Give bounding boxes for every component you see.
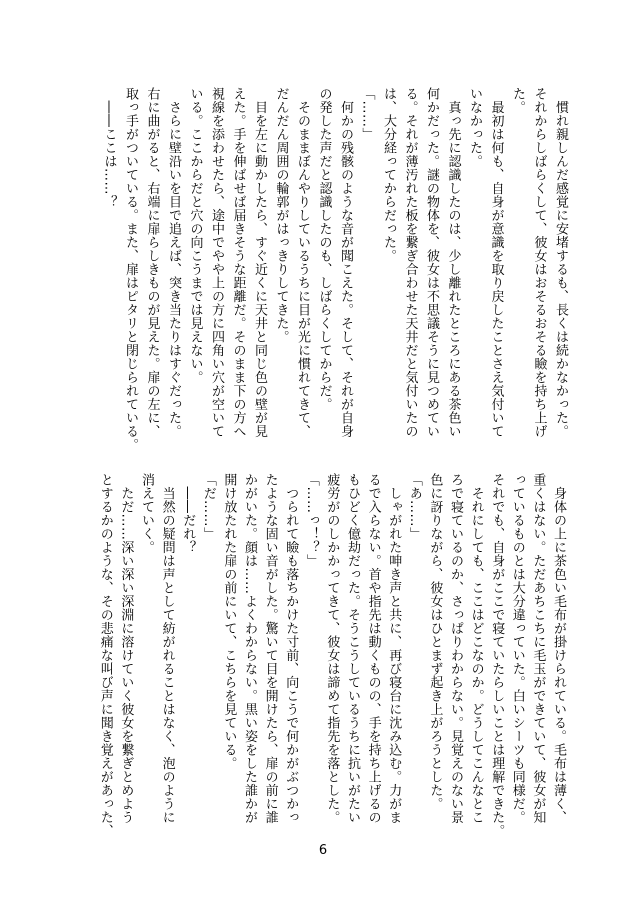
- text-line: 開け放たれた扉の前にいて、こちらを見ている。: [221, 473, 237, 770]
- text-line: 何かの残骸のような音が聞こえた。そして、それが自身: [338, 87, 353, 438]
- text-line: 「あ……」: [406, 473, 422, 541]
- text-line: 「だ……」: [200, 473, 216, 541]
- text-line: 重くはない。ただあちこちに毛玉ができていて、彼女が知: [530, 473, 546, 824]
- text-line: っているものとは大分違っていた。白いシーツも同様だ。: [509, 473, 525, 824]
- text-line: 「……」: [359, 87, 375, 141]
- text-line: かがいた。顔は……よくわからない。黒い姿をした誰かが: [242, 473, 257, 824]
- text-line: るで入らない。首や指先は動くものの、手を持ち上げるの: [365, 473, 381, 824]
- text-line: 右に曲がると、右端に扉らしきものが見えた。扉の左に、: [144, 87, 160, 438]
- text-line: 何かだった。謎の物体を、彼女は不思議そうに見つめてい: [424, 87, 439, 438]
- text-line: 目を左に動かしたら、すぐ近くに天井と同じ色の壁が見: [252, 87, 267, 438]
- text-line: ろで寝ているのか、さっぱりわからない。見覚えのない景: [448, 473, 463, 824]
- text-line: 慣れ親しんだ感覚に安堵するも、長くは続かなかった。: [553, 87, 568, 438]
- text-line: 視線を添わせたら、途中でやや上の方に四角い穴が空いて: [209, 87, 224, 438]
- text-line: の発した声だと認識したのも、しばらくしてからだ。: [316, 87, 332, 411]
- text-line: それにしても、ここはどこなのか。どうしてこんなとこ: [468, 473, 484, 824]
- text-line: とするかのような、その悲痛な叫び声に聞き覚えがあった、: [97, 473, 113, 838]
- text-line: た。: [510, 87, 525, 114]
- text-line: それでも、自身がここで寝ていたらしいことは理解できた。: [489, 473, 505, 838]
- text-line: 色に訝りながら、彼女はひとまず起き上がろうとした。: [427, 473, 443, 811]
- text-line: えた。手を伸ばせば届きそうな距離だ。そのまま下の方へ: [230, 87, 246, 438]
- text-line: 疲労がのしかかってきて、彼女は諦めて指先を落とした。: [324, 473, 340, 824]
- text-line: 最初は何も、自身が意識を取り戻したことさえ気付いて: [488, 87, 504, 438]
- text-line: だんだん周囲の輪郭がはっきりしてきた。: [273, 87, 289, 344]
- text-line: 「……っ！？」: [303, 473, 319, 568]
- text-line: は、大分経ってからだった。: [381, 87, 396, 263]
- text-line: いる。ここからだと穴の向こうまでは見えない。: [187, 87, 203, 384]
- text-line: つられて瞼も落ちかけた寸前、向こうで何かがぶつかっ: [283, 473, 299, 824]
- text-line: ただ……深い深い深淵に溶けていく彼女を繋ぎとめよう: [118, 473, 134, 824]
- text-line: 当然の疑問は声として紡がれることはなく、泡のように: [159, 473, 175, 824]
- page-number: 6: [318, 843, 328, 858]
- text-line: しゃがれた呻き声と共に、再び寝台に沈み込む。力がま: [386, 473, 402, 824]
- text-line: さらに壁沿いを目で追えば、突き当たりはすぐだった。: [166, 87, 181, 438]
- text-line: 取っ手がついている。また、扉はピタリと閉じられている。: [123, 87, 138, 452]
- text-line: 消えていく。: [139, 473, 154, 554]
- text-line: ――ここは……？: [101, 87, 117, 209]
- text-line: もひどく億劫だった。そうこうしているうちに抗いがたい: [345, 473, 360, 824]
- text-line: それからしばらくして、彼女はおそるおそる瞼を持ち上げ: [531, 87, 547, 438]
- text-line: 真っ先に認識したのは、少し離れたところにある茶色い: [445, 87, 461, 438]
- text-line: 身体の上に茶色い毛布が掛けられている。毛布は薄く、: [551, 473, 566, 824]
- text-line: いなかった。: [467, 87, 482, 168]
- text-line: る。それが薄汚れた板を繋ぎ合わせた天井だと気付いたの: [402, 87, 418, 438]
- text-line: たような固い音がした。驚いて目を開けたら、扉の前に誰: [262, 473, 278, 824]
- text-line: ――だれ？: [180, 473, 196, 554]
- text-line: そのままぼんやりしているうちに目が光に慣れてきて、: [295, 87, 310, 438]
